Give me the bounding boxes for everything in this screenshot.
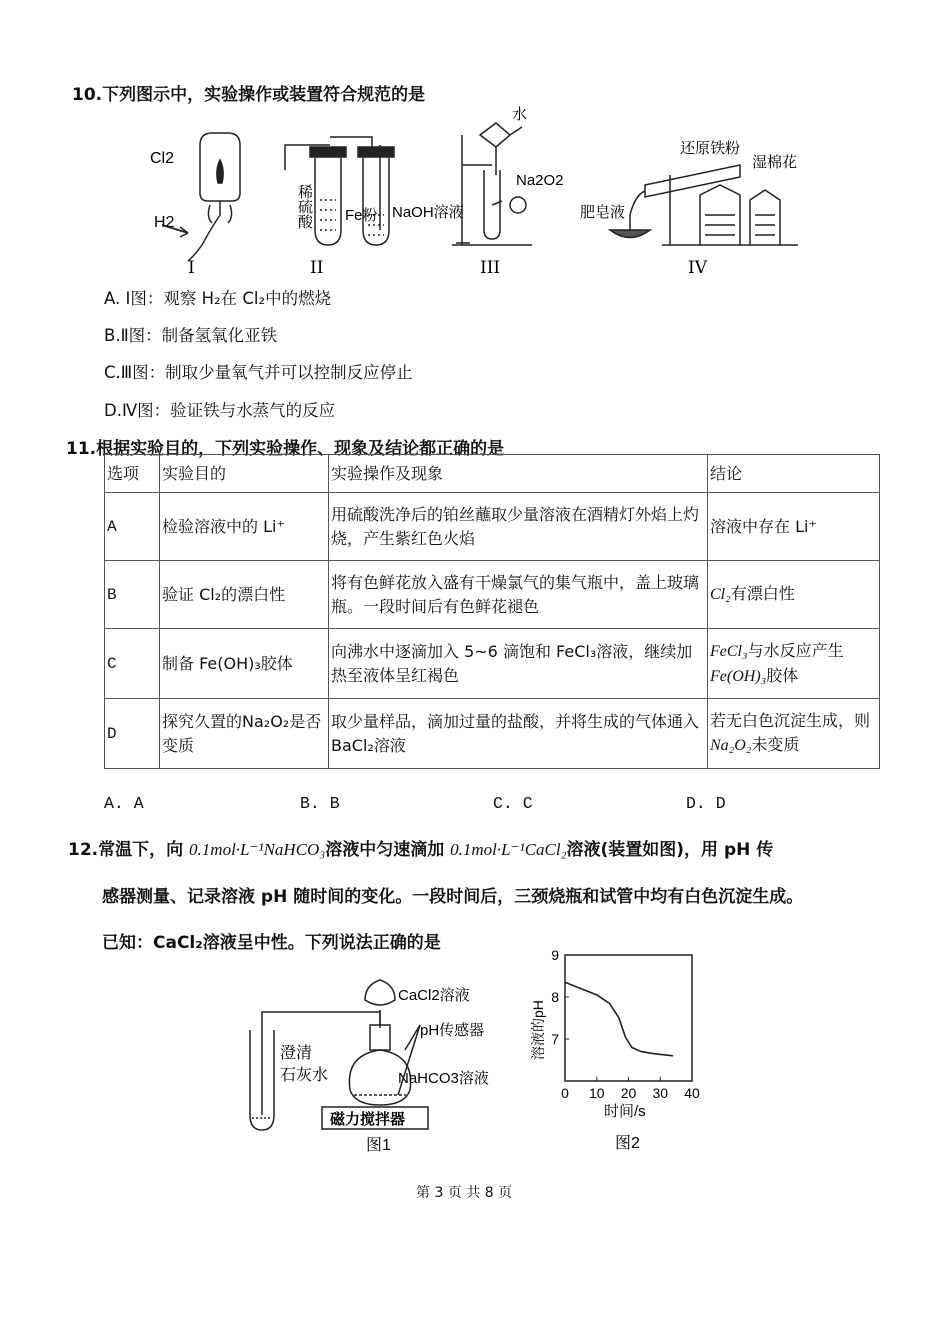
chart-caption: 图2 [615,1135,640,1152]
row-operation: 取少量样品，滴加过量的盐酸，并将生成的气体通入 BaCl₂溶液 [329,699,708,769]
q12-line-3: 已知：CaCl₂溶液呈中性。下列说法正确的是 [102,933,441,953]
q12-chem-2: CaCl₂ [524,840,567,859]
label-wet-cotton: 湿棉花 [752,154,798,171]
numeral-ii: II [310,258,324,278]
table-row [105,629,880,699]
conclusion-chem-2: Fe(OH)₃ [710,667,767,685]
numeral-i: I [188,258,195,278]
page-footer: 第 3 页 共 8 页 [416,1185,513,1201]
q10-option-b[interactable]: B.Ⅱ图：制备氢氧化亚铁 [104,326,278,345]
row-conclusion: 溶液中存在 Li⁺ [708,493,880,561]
q12-conc-1: 0.1mol·L⁻¹ [189,840,264,859]
q11-choice-a[interactable]: A. A [104,794,144,813]
row-conclusion [708,699,880,769]
row-purpose: 制备 Fe(OH)₃胶体 [160,629,329,699]
label-cacl2: CaCl2溶液 [398,987,470,1004]
conclusion-chem: FeCl₃ [710,642,748,660]
plot-frame [565,955,692,1081]
chart-xlabel: 时间/s [604,1103,646,1120]
q10-option-d[interactable]: D.Ⅳ图：验证铁与水蒸气的反应 [104,401,336,420]
conclusion-chem: Cl₂ [710,586,731,603]
q12-figure-1 [240,970,510,1155]
numeral-iv: IV [688,258,707,278]
label-h2: H2 [154,214,175,231]
label-fe-powder: Fe粉 [345,207,378,224]
row-purpose: 检验溶液中的 Li⁺ [160,493,329,561]
y-tick-label: 8 [551,989,559,1005]
row-operation: 向沸水中逐滴加入 5~6 滴饱和 FeCl₃溶液，继续加热至液体呈红褐色 [329,629,708,699]
row-conclusion [708,561,880,629]
conclusion-text-2: 未变质 [751,735,800,754]
header-option: 选项 [105,455,160,493]
row-operation: 将有色鲜花放入盛有干燥氯气的集气瓶中，盖上玻璃瓶。一段时间后有色鲜花褪色 [329,561,708,629]
q11-choice-b[interactable]: B. B [300,794,340,813]
x-tick-label: 10 [588,1085,605,1101]
row-purpose: 验证 Cl₂的漂白性 [160,561,329,629]
table-row [105,561,880,629]
header-purpose: 实验目的 [160,455,329,493]
q11-choice-c[interactable]: C. C [493,794,533,813]
y-tick-label: 9 [551,948,559,963]
chart-ylabel: 溶液的pH [530,1000,546,1060]
q12-figure-2-chart [525,948,715,1153]
q12-conc-2: 0.1mol·L⁻¹ [450,840,525,859]
q12-line-2: 感器测量、记录溶液 pH 随时间的变化。一段时间后，三颈烧瓶和试管中均有白色沉淀生成。 [102,887,804,907]
x-tick-label: 0 [561,1085,569,1101]
q12-line-1 [68,835,773,860]
conclusion-chem: Na₂O₂ [710,737,752,754]
q11-table [104,454,880,769]
q10-stem: 10.下列图示中，实验操作或装置符合规范的是 [72,85,426,105]
conclusion-text: 若无白色沉淀生成，则 [710,711,871,730]
label-ph-sensor: pH传感器 [420,1022,485,1039]
series-line-pH [565,982,673,1056]
row-purpose: 探究久置的Na₂O₂是否变质 [160,699,329,769]
x-tick-label: 30 [652,1085,669,1101]
x-tick-label: 40 [684,1085,700,1101]
label-soap: 肥皂液 [580,204,626,221]
row-option: B [105,561,160,629]
label-cl2: Cl2 [150,150,175,167]
row-option: C [105,629,160,699]
fig1-caption: 图1 [366,1137,391,1154]
q11-stem: 11.根据实验目的，下列实验操作、现象及结论都正确的是 [66,439,505,459]
label-dilute-acid [268,184,313,229]
conclusion-text: 有漂白性 [730,584,795,603]
numeral-iii: III [480,258,501,278]
label-na2o2: Na2O2 [516,172,564,189]
q12-text-a: 12.常温下，向 [68,840,190,860]
row-conclusion [708,629,880,699]
table-header-row [105,455,880,493]
label-reduced-fe: 还原铁粉 [680,140,741,157]
q12-text-c: 溶液(装置如图)，用 pH 传 [566,840,774,860]
q12-text-b: 溶液中匀速滴加 [325,840,451,860]
conclusion-text: 与水反应产生 [747,640,844,660]
label-water: 水 [512,106,528,123]
q10-option-a[interactable]: A. Ⅰ图：观察 H₂在 Cl₂中的燃烧 [104,289,332,308]
label-naoh: NaOH溶液 [392,204,464,221]
header-conclusion: 结论 [708,455,880,493]
label-limewater-2: 石灰水 [280,1067,329,1084]
table-row [105,699,880,769]
header-operation: 实验操作及现象 [329,455,708,493]
row-option: D [105,699,160,769]
y-tick-label: 7 [551,1031,559,1047]
label-dilute-acid-text: 稀硫酸 [268,184,313,201]
q11-choice-d[interactable]: D. D [686,794,726,813]
conclusion-text-2: 胶体 [766,665,799,685]
row-option: A [105,493,160,561]
q12-chem-1: NaHCO₃ [263,840,326,859]
label-nahco3: NaHCO3溶液 [398,1070,489,1087]
label-limewater-1: 澄清 [280,1045,313,1062]
q10-apparatus-figure [140,105,820,280]
table-row [105,493,880,561]
label-stirrer: 磁力搅拌器 [330,1111,406,1128]
q10-option-c[interactable]: C.Ⅲ图：制取少量氧气并可以控制反应停止 [104,363,413,382]
x-tick-label: 20 [620,1085,637,1101]
row-operation: 用硫酸洗净后的铂丝蘸取少量溶液在酒精灯外焰上灼烧，产生紫红色火焰 [329,493,708,561]
figure-iv [610,165,798,245]
